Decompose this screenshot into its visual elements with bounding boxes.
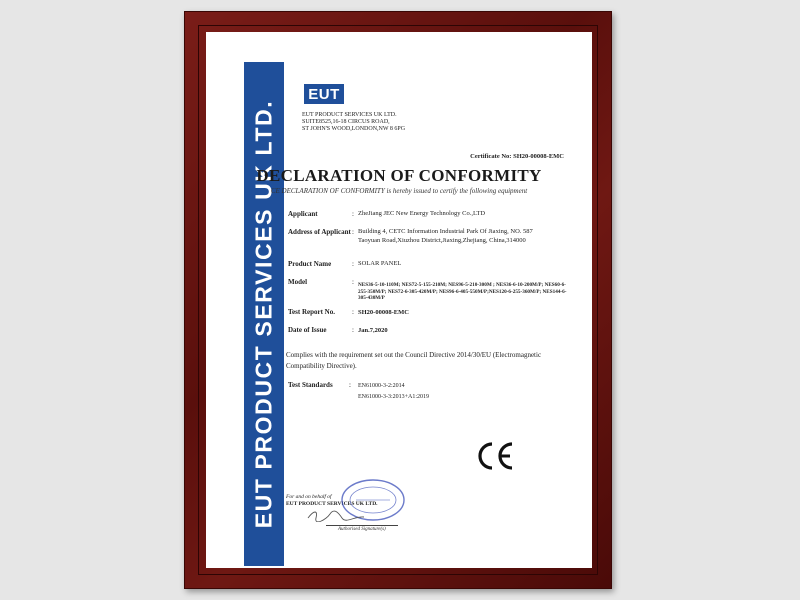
address-value: Building 4, CETC Information Industrial Park Of Jiaxing, NO. 587 Taoyuan Road,Xiuzhou District,Jiaxing,Zhejiang, China,314000 [358, 228, 533, 244]
test-report-label: Test Report No. [288, 308, 335, 316]
test-standard-item: EN61000-3-2:2014 [358, 383, 405, 389]
company-address-line: EUT PRODUCT SERVICES UK LTD. [302, 112, 397, 118]
date-of-issue-label: Date of Issue [288, 326, 327, 334]
eut-logo: EUT [304, 84, 344, 104]
document-title: DECLARATION OF CONFORMITY [256, 166, 542, 185]
certificate-paper [206, 32, 592, 568]
test-standard-item: EN61000-3-3:2013+A1:2019 [358, 394, 430, 400]
test-standards-label: Test Standards [288, 381, 333, 389]
date-of-issue-colon: : [352, 326, 354, 334]
on-behalf-text: For and on behalf of [286, 494, 332, 500]
test-standards-list [358, 381, 429, 403]
signature-caption: Authorised Signature(s) [338, 527, 386, 532]
date-of-issue-value: Jan.7,2020 [358, 327, 388, 334]
certificate-number: Certificate No: SH20-00008-EMC [470, 153, 564, 160]
address-colon: : [352, 228, 354, 236]
company-address [302, 112, 405, 133]
compliance-statement: Complies with the requirement set out the Council Directive 2014/30/EU (Electromagnetic Compatibility Directive). [286, 351, 542, 370]
applicant-colon: : [352, 210, 354, 218]
side-banner-text: EUT PRODUCT SERVICES UK LTD. [250, 99, 277, 529]
handwritten-signature-icon [306, 508, 366, 522]
product-name-label: Product Name [288, 260, 332, 268]
model-colon: : [352, 278, 354, 286]
applicant-value: ZheJiang JEC New Energy Technology Co.,LTD [358, 210, 486, 217]
product-name-value: SOLAR PANEL [358, 260, 402, 267]
applicant-label: Applicant [288, 210, 318, 218]
product-name-colon: : [352, 260, 354, 268]
test-report-value: SH20-00008-EMC [358, 309, 409, 316]
model-label: Model [288, 278, 308, 286]
address-label: Address of Applicant [288, 228, 351, 236]
company-address-line: ST JOHN'S WOOD,LONDON,NW 8 6PG [302, 126, 406, 132]
ce-mark-icon [476, 440, 516, 472]
test-report-colon: : [352, 308, 354, 316]
test-standards-colon: : [349, 381, 351, 389]
company-address-line: SUITE8525,16-18 CIRCUS ROAD, [302, 119, 390, 125]
signature-line [326, 525, 398, 526]
signatory-company: EUT PRODUCT SERVICES UK LTD. [286, 501, 378, 507]
model-value: NES36-5-10-110M; NES72-5-155-210M; NES96-5-210-300M ; NES36-6-10-200M/P; NES60-6-255-350M/P; NES72-6-305-420M/P; NES96-6-405-550M/P;NES120-6-255-360M/P; NES144-6-305-430M/P [358, 282, 567, 301]
document-subtitle: CE DECLARATION OF CONFORMITY is hereby issued to certify the following equipment [270, 187, 528, 195]
